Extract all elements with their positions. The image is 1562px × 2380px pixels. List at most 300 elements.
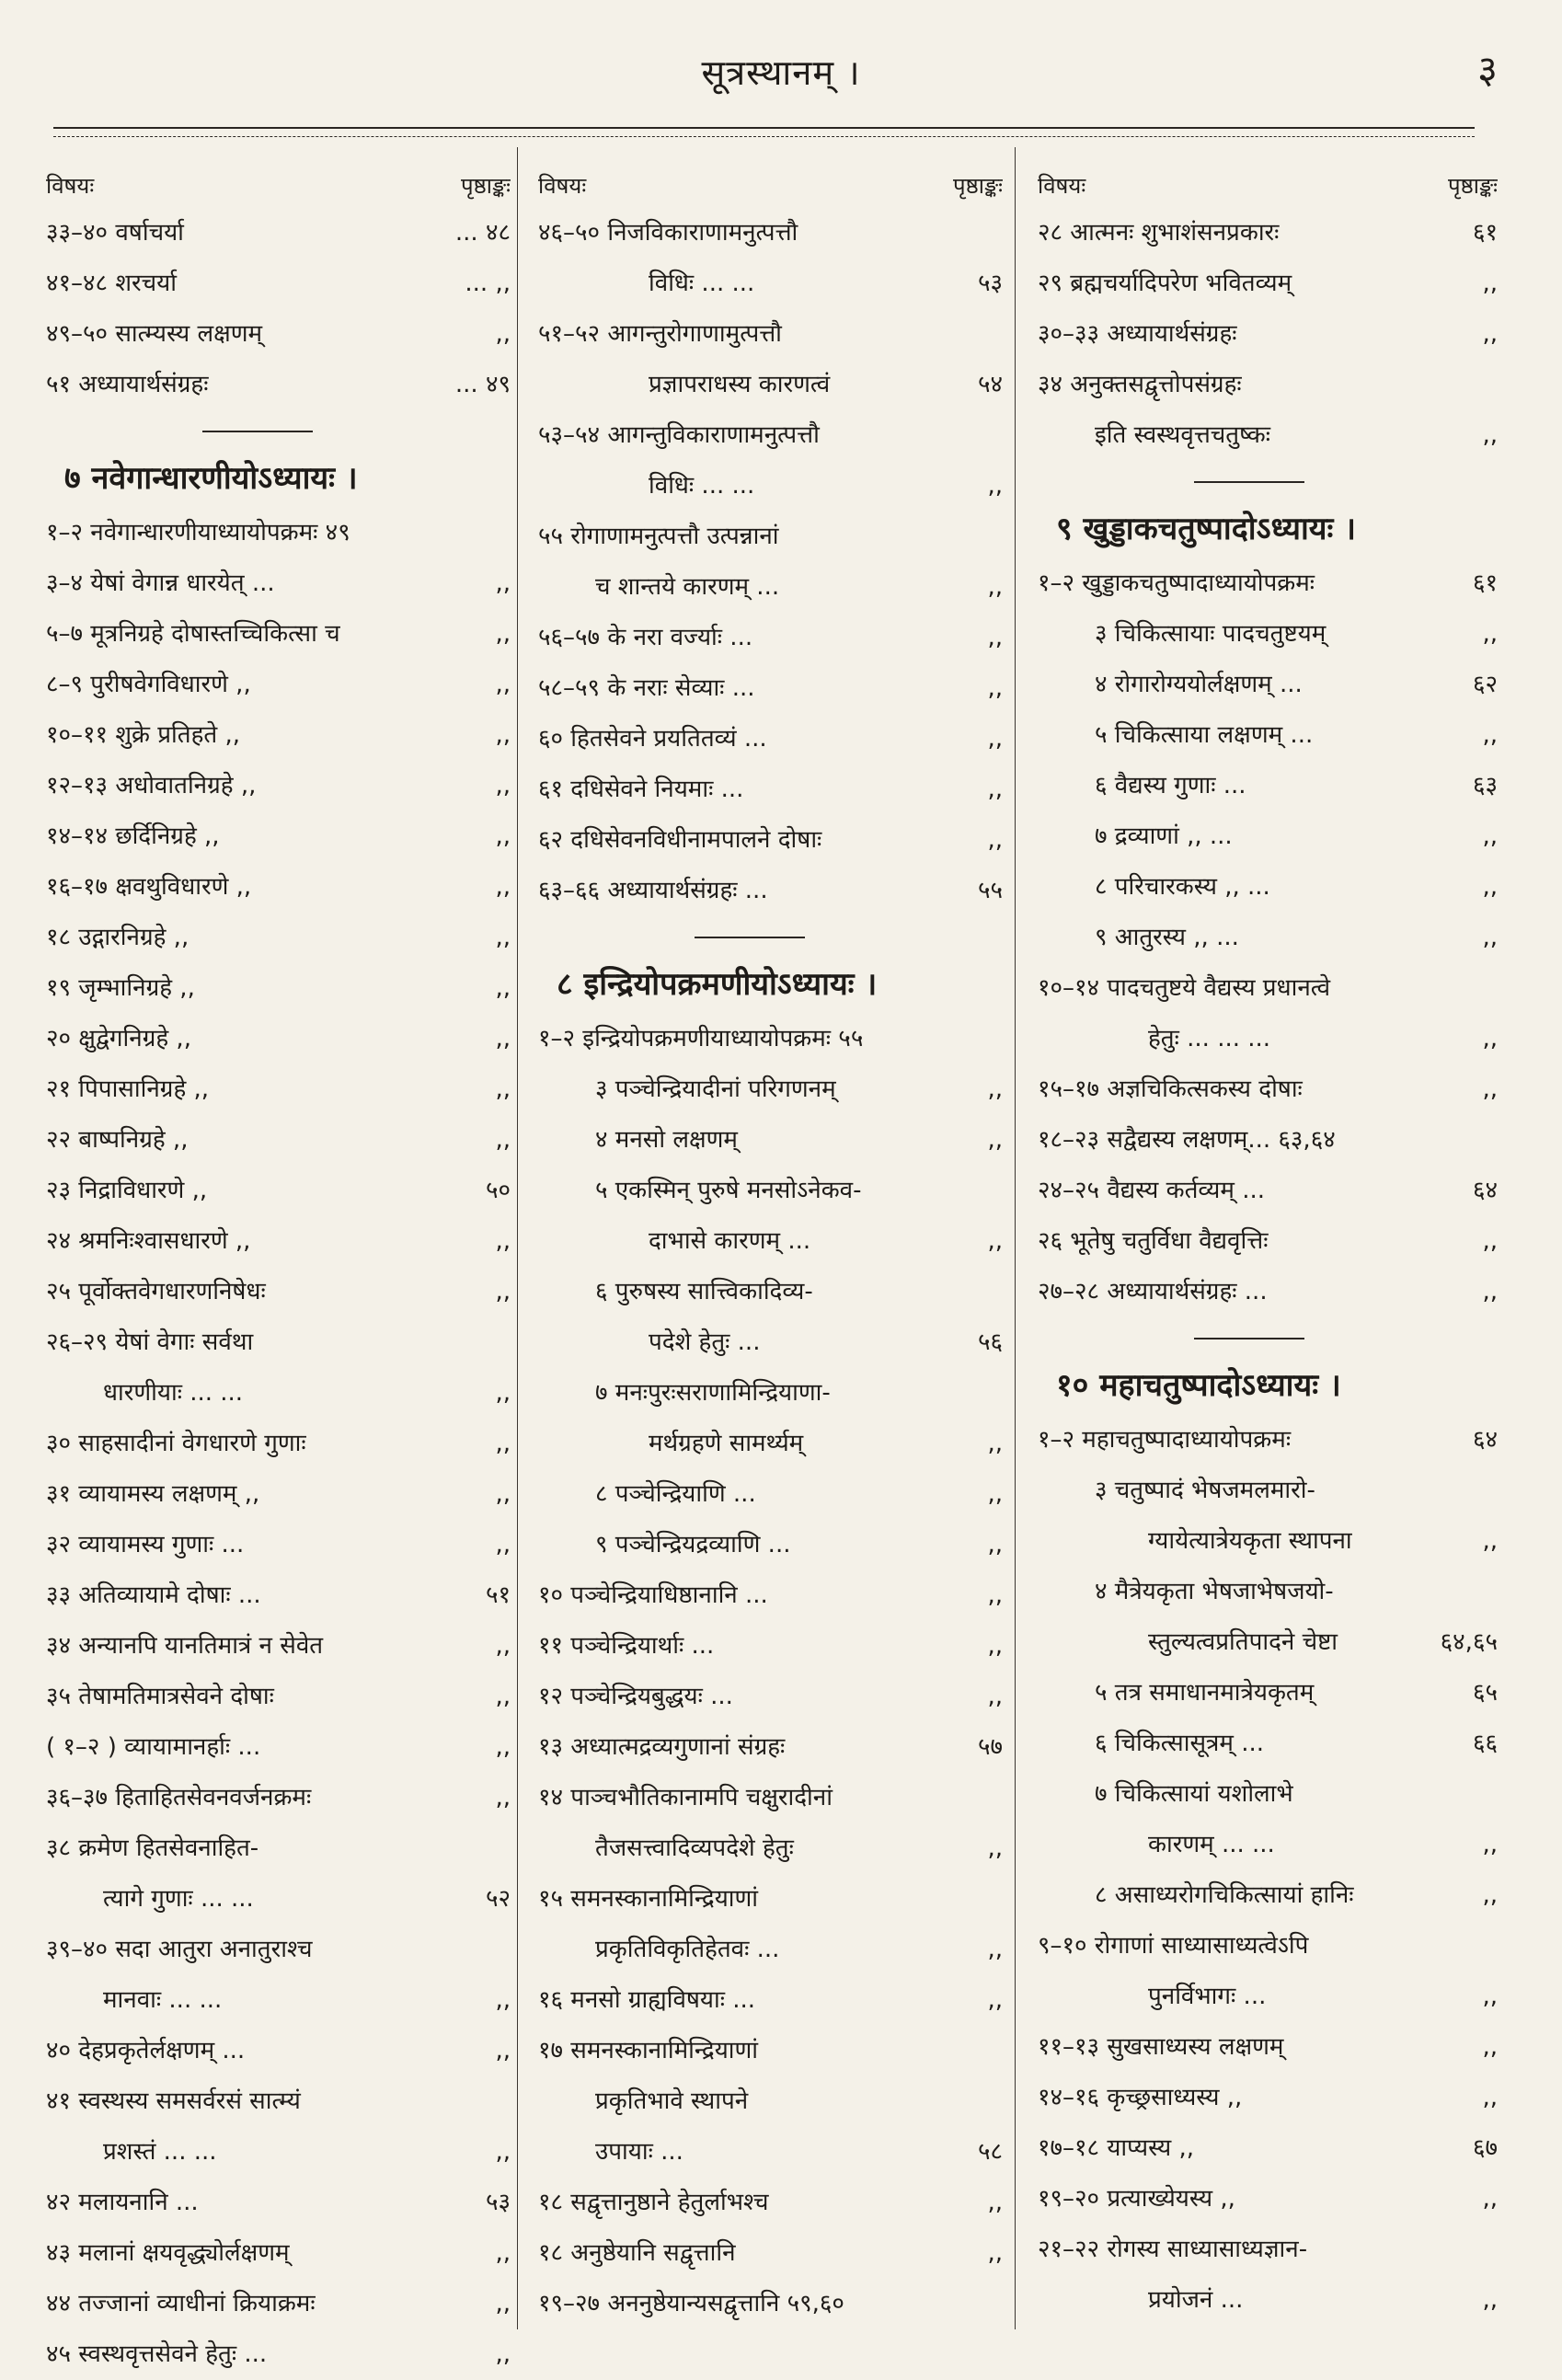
toc-entry-page: ,, <box>1482 2033 1498 2061</box>
toc-entry <box>1038 1617 1498 1668</box>
toc-entry-text: १०–१४ पादचतुष्टये वैद्यस्य प्रधानत्वे <box>1038 974 1331 1002</box>
toc-entry-text: ९ पञ्चेन्द्रियद्रव्याणि ... <box>595 1531 791 1558</box>
toc-entry-page: ,, <box>987 472 1003 500</box>
toc-entry <box>538 2076 1003 2127</box>
toc-entry-text: १–२ महाचतुष्पादाध्यायोपक्रमः <box>1038 1426 1292 1454</box>
toc-entry-page: ,, <box>1482 1227 1498 1255</box>
toc-entry-text: ४१–४८ शरचर्या <box>46 270 177 297</box>
toc-entry <box>1038 1267 1498 1317</box>
toc-entry-page: ,, <box>1482 421 1498 449</box>
toc-entry-page: ६१ <box>1472 569 1498 597</box>
toc-entry <box>1038 1972 1498 2022</box>
toc-entry <box>538 208 1003 259</box>
toc-entry-page: ,, <box>495 320 511 348</box>
toc-entry <box>46 761 511 811</box>
toc-entry-page: ६२ <box>1472 671 1498 698</box>
page-title: सूत्रस्थानम् । <box>701 52 861 93</box>
toc-entry-text: १७ समनस्कानामिन्द्रियाणां <box>538 2037 759 2064</box>
toc-entry-text: १८ उद्गारनिग्रहे ,, <box>46 924 190 951</box>
toc-entry-text: २९ ब्रह्मचर्यादिपरेण भवितव्यम् <box>1038 270 1292 297</box>
toc-entry <box>1038 208 1498 259</box>
toc-entry <box>1038 1516 1498 1567</box>
toc-entry <box>538 1166 1003 1216</box>
toc-entry-page: ,, <box>495 1227 511 1255</box>
toc-entry-text: ७ चिकित्सायां यशोलाभे <box>1095 1780 1293 1808</box>
toc-entry-page: ,, <box>1482 270 1498 297</box>
toc-entry <box>538 512 1003 562</box>
toc-entry-text: १८ अनुष्ठेयानि सद्वृत्तानि <box>538 2239 736 2267</box>
toc-entry-text: ८ परिचारकस्य ,, ... <box>1095 873 1270 901</box>
toc-entry-text: ४ रोगारोग्ययोर्लक्षणम् ... <box>1095 671 1303 698</box>
toc-entry <box>538 1621 1003 1672</box>
toc-entry-text: प्रज्ञापराधस्य कारणत्वं <box>649 371 831 398</box>
toc-entry-page: ,, <box>495 2138 511 2166</box>
toc-entry-text: प्रकृतिभावे स्थापने <box>595 2087 749 2115</box>
toc-entry-text: कारणम् ... ... <box>1148 1831 1275 1858</box>
toc-entry-text: ३२ व्यायामस्य गुणाः ... <box>46 1531 245 1558</box>
toc-entry-text: तैजसत्त्वादिव्यपदेशे हेतुः <box>595 1834 794 1862</box>
toc-entry-text: १४ पाञ्चभौतिकानामपि चक्षुरादीनां <box>538 1784 833 1811</box>
column-divider <box>1015 147 1016 2329</box>
toc-entry <box>1038 2022 1498 2073</box>
toc-entry <box>46 963 511 1014</box>
column-header-page: पृष्ठाङ्कः <box>1447 173 1498 199</box>
toc-entry-page: ५७ <box>977 1733 1003 1761</box>
toc-entry <box>46 2178 511 2228</box>
toc-entry-text: ३३–४० वर्षाचर्या <box>46 219 184 247</box>
toc-entry <box>1038 2174 1498 2225</box>
toc-entry <box>538 663 1003 714</box>
toc-entry <box>1038 410 1498 461</box>
toc-entry-text: ५१ अध्यायार्थसंग्रहः <box>46 371 209 398</box>
toc-entry <box>1038 558 1498 609</box>
toc-entry <box>538 1317 1003 1368</box>
toc-entry-page: ,, <box>987 826 1003 854</box>
toc-entry <box>1038 1115 1498 1166</box>
toc-entry-text: धारणीयाः ... ... <box>103 1379 244 1407</box>
toc-entry <box>1038 609 1498 660</box>
toc-entry-text: १९–२० प्रत्याख्येयस्य ,, <box>1038 2185 1235 2213</box>
toc-entry <box>46 1166 511 1216</box>
toc-entry-text: १०–११ शुक्रे प्रतिहते ,, <box>46 721 241 749</box>
toc-entry <box>1038 710 1498 761</box>
toc-entry-page: ,, <box>1482 1831 1498 1858</box>
toc-entry <box>46 208 511 259</box>
toc-entry <box>46 710 511 761</box>
toc-entry <box>46 1823 511 1874</box>
toc-entry-text: ३० साहसादीनां वेगधारणे गुणाः <box>46 1430 306 1457</box>
toc-entry-page: ६१ <box>1472 219 1498 247</box>
toc-entry <box>538 1874 1003 1925</box>
toc-entry-text: ३४ अनुक्तसद्वृत्तोपसंग्रहः <box>1038 371 1242 398</box>
toc-entry-page: ,, <box>495 924 511 951</box>
toc-entry-page: ,, <box>495 620 511 648</box>
toc-entry-text: २५ पूर्वोक्तवेगधारणनिषेधः <box>46 1278 266 1305</box>
toc-entry-page: ,, <box>1482 1025 1498 1052</box>
toc-entry <box>46 1520 511 1570</box>
toc-entry <box>538 1368 1003 1419</box>
toc-entry-text: ( १–२ ) व्यायामानर्हाः ... <box>46 1733 261 1761</box>
toc-entry-text: ६ चिकित्सासूत्रम् ... <box>1095 1730 1265 1757</box>
page-number: ३ <box>1477 47 1498 92</box>
toc-entry <box>1038 1820 1498 1870</box>
toc-entry-page: ,, <box>1482 620 1498 648</box>
toc-entry-text: हेतुः ... ... ... <box>1148 1025 1271 1052</box>
toc-entry <box>1038 360 1498 410</box>
toc-entry-page: ५२ <box>485 1885 511 1913</box>
toc-entry <box>46 1469 511 1520</box>
toc-entry-text: ६२ दधिसेवनविधीनामपालने दोषाः <box>538 826 822 854</box>
toc-entry <box>1038 1769 1498 1820</box>
toc-entry-text: ११ पञ्चेन्द्रियार्थाः ... <box>538 1632 715 1660</box>
toc-entry <box>1038 963 1498 1014</box>
toc-entry <box>538 2026 1003 2076</box>
toc-entry <box>46 360 511 410</box>
toc-entry <box>538 765 1003 815</box>
toc-entry-page: ,, <box>987 2239 1003 2267</box>
toc-entry-page: ,, <box>987 1986 1003 2014</box>
toc-entry <box>538 1419 1003 1469</box>
toc-entry-text: ८–९ पुरीषवेगविधारणे ,, <box>46 671 251 698</box>
toc-entry-page: ,, <box>495 974 511 1002</box>
column-header-subject: विषयः <box>46 173 95 199</box>
toc-entry-text: १८ सद्वृत्तानुष्ठाने हेतुर्लाभश्च <box>538 2189 769 2216</box>
toc-entry-page: ,, <box>987 674 1003 702</box>
toc-entry-text: इति स्वस्थवृत्तचतुष्कः <box>1095 421 1270 449</box>
toc-entry-page: ... ,, <box>465 270 511 297</box>
toc-entry-page: ५८ <box>977 2138 1003 2166</box>
toc-entry <box>46 1368 511 1419</box>
toc-entry <box>46 1925 511 1975</box>
toc-entry-text: २१ पिपासानिग्रहे ,, <box>46 1075 210 1103</box>
toc-entry-page: ,, <box>987 776 1003 803</box>
toc-entry <box>46 1064 511 1115</box>
toc-entry <box>1038 1567 1498 1617</box>
chapter-heading: ७ नवेगान्धारणीयोऽध्यायः । <box>64 460 358 497</box>
toc-entry-text: त्यागे गुणाः ... ... <box>103 1885 254 1913</box>
toc-entry <box>538 360 1003 410</box>
toc-entry-text: ५१–५२ आगन्तुरोगाणामुत्पत्तौ <box>538 320 782 348</box>
toc-entry-page: ,, <box>495 1430 511 1457</box>
toc-entry-page: ,, <box>987 1227 1003 1255</box>
toc-entry-page: ६४ <box>1472 1177 1498 1204</box>
toc-entry <box>46 1722 511 1773</box>
toc-column-3 <box>1038 164 1498 2337</box>
toc-entry-text: ११–१३ सुखसाध्यस्य लक्षणम् <box>1038 2033 1284 2061</box>
toc-entry <box>1038 2123 1498 2174</box>
toc-entry-text: २८ आत्मनः शुभाशंसनप्रकारः <box>1038 219 1280 247</box>
column-header-page: पृष्ठाङ्कः <box>952 173 1003 199</box>
toc-entry-page: ,, <box>1482 2286 1498 2314</box>
toc-entry-page: ,, <box>495 1531 511 1558</box>
section-separator <box>1038 1317 1498 1356</box>
column-header <box>46 164 511 208</box>
toc-entry <box>538 2228 1003 2279</box>
toc-entry <box>538 562 1003 613</box>
toc-entry-text: स्तुल्यत्वप्रतिपादने चेष्टा <box>1148 1628 1338 1656</box>
toc-entry-page: ६७ <box>1472 2134 1498 2162</box>
toc-entry-text: मानवाः ... ... <box>103 1986 223 2014</box>
toc-entry-text: विधिः ... ... <box>649 270 755 297</box>
toc-entry-page: ... ४९ <box>454 371 511 398</box>
toc-entry-text: ग्यायेत्यात्रेयकृता स्थापना <box>1148 1527 1352 1555</box>
toc-entry-page: ५३ <box>485 2189 511 2216</box>
toc-entry <box>538 1216 1003 1267</box>
toc-entry-text: दाभासे कारणम् ... <box>649 1227 811 1255</box>
toc-entry <box>1038 1719 1498 1769</box>
toc-entry-text: ५–७ मूत्रनिग्रहे दोषास्तच्चिकित्सा च <box>46 620 340 648</box>
toc-entry <box>46 811 511 862</box>
toc-entry-page: ,, <box>987 1075 1003 1103</box>
toc-entry-text: ३ चतुष्पादं भेषजमलमारो- <box>1095 1477 1315 1504</box>
toc-entry-page: ५६ <box>977 1328 1003 1356</box>
toc-entry <box>538 1823 1003 1874</box>
toc-entry-text: ३९–४० सदा आतुरा अनातुराश्च <box>46 1936 313 1963</box>
toc-entry-page: ,, <box>495 1126 511 1154</box>
toc-entry-page: ६४,६५ <box>1440 1628 1498 1656</box>
toc-entry <box>46 1419 511 1469</box>
toc-entry-text: १० पञ्चेन्द्रियाधिष्ठानानि ... <box>538 1581 768 1609</box>
toc-entry-text: ४३ मलानां क्षयवृद्ध्योर्लक्षणम् <box>46 2239 290 2267</box>
toc-entry <box>538 866 1003 916</box>
toc-entry-page: ,, <box>495 1278 511 1305</box>
toc-column-1 <box>46 164 511 2368</box>
toc-entry-text: ७ मनःपुरःसराणामिन्द्रियाणा- <box>595 1379 831 1407</box>
toc-entry <box>1038 913 1498 963</box>
toc-entry-text: १३ अध्यात्मद्रव्यगुणानां संग्रहः <box>538 1733 786 1761</box>
toc-entry-text: ५ एकस्मिन् पुरुषे मनसोऽनेकव- <box>595 1177 862 1204</box>
toc-entry-page: ,, <box>987 1480 1003 1508</box>
toc-entry-page: ,, <box>1482 721 1498 749</box>
toc-entry-text: २१–२२ रोगस्य साध्यासाध्यज्ञान- <box>1038 2236 1308 2263</box>
toc-entry-page: ,, <box>987 1936 1003 1963</box>
toc-entry-text: ६ वैद्यस्य गुणाः ... <box>1095 772 1246 799</box>
toc-entry <box>46 1672 511 1722</box>
toc-entry <box>1038 1870 1498 1921</box>
toc-entry <box>46 1874 511 1925</box>
toc-entry <box>46 1317 511 1368</box>
toc-entry <box>538 1267 1003 1317</box>
toc-entry-page: ,, <box>495 873 511 901</box>
toc-entry-text: ३३ अतिव्यायामे दोषाः ... <box>46 1581 261 1609</box>
toc-entry <box>46 558 511 609</box>
toc-entry-text: १७–१८ याप्यस्य ,, <box>1038 2134 1195 2162</box>
toc-entry-page: ५५ <box>977 877 1003 904</box>
toc-entry <box>538 1773 1003 1823</box>
toc-entry-text: २७–२८ अध्यायार्थसंग्रहः ... <box>1038 1278 1268 1305</box>
toc-entry <box>46 1014 511 1064</box>
toc-entry-page: ,, <box>987 1430 1003 1457</box>
toc-entry <box>46 2228 511 2279</box>
toc-entry-text: च शान्तये कारणम् ... <box>595 573 780 601</box>
toc-entry-page: ,, <box>495 671 511 698</box>
toc-entry-text: ४९–५० सात्म्यस्य लक्षणम् <box>46 320 263 348</box>
toc-entry-text: ५८–५९ के नराः सेव्याः ... <box>538 674 755 702</box>
toc-entry-text: ५५ रोगाणामनुत्पत्तौ उत्पन्नानां <box>538 523 779 550</box>
toc-entry <box>46 309 511 360</box>
toc-entry-page: ,, <box>495 1025 511 1052</box>
toc-entry-text: ९ आतुरस्य ,, ... <box>1095 924 1239 951</box>
header-rule-dashed <box>53 136 1475 137</box>
toc-entry <box>538 1520 1003 1570</box>
toc-entry-text: मर्थग्रहणे सामर्थ्यम् <box>649 1430 804 1457</box>
toc-entry-text: २६–२९ येषां वेगाः सर्वथा <box>46 1328 254 1356</box>
toc-entry-page: ५१ <box>485 1581 511 1609</box>
toc-entry-text: १९–२७ अननुष्ठेयान्यसद्वृत्तानि ५९,६० <box>538 2290 844 2317</box>
toc-entry-page: ,, <box>987 1632 1003 1660</box>
toc-entry-text: १२ पञ्चेन्द्रियबुद्धयः ... <box>538 1683 733 1710</box>
toc-entry-page: ,, <box>987 1581 1003 1609</box>
toc-entry-text: ४० देहप्रकृतेर्लक्षणम् ... <box>46 2037 246 2064</box>
toc-entry <box>1038 1216 1498 1267</box>
toc-entry-page: ,, <box>495 1379 511 1407</box>
toc-entry-text: प्रशस्तं ... ... <box>103 2138 217 2166</box>
toc-entry-text: २३ निद्राविधारणे ,, <box>46 1177 208 1204</box>
toc-entry-page: ,, <box>495 1784 511 1811</box>
toc-entry-text: १–२ खुड्डाकचतुष्पादाध्यायोपक्रमः <box>1038 569 1315 597</box>
toc-entry-text: २४ श्रमनिःश्वासधारणे ,, <box>46 1227 251 1255</box>
toc-entry-page: ,, <box>987 1834 1003 1862</box>
toc-entry-page: ,, <box>987 725 1003 753</box>
toc-entry-page: ,, <box>1482 2084 1498 2111</box>
toc-entry-page: ,, <box>987 2189 1003 2216</box>
toc-entry <box>1038 259 1498 309</box>
toc-entry-page: ,, <box>1482 1881 1498 1909</box>
toc-entry-text: ६० हितसेवने प्रयतितव्यं ... <box>538 725 767 753</box>
toc-entry-text: ८ पञ्चेन्द्रियाणि ... <box>595 1480 756 1508</box>
toc-entry-text: पुनर्विभागः ... <box>1148 1983 1267 2010</box>
toc-entry-page: ५४ <box>977 371 1003 398</box>
chapter-heading: १० महाचतुष्पादोऽध्यायः । <box>1056 1367 1341 1404</box>
toc-entry <box>538 2127 1003 2178</box>
toc-entry-text: विधिः ... ... <box>649 472 755 500</box>
toc-entry-page: ,, <box>495 721 511 749</box>
toc-entry-text: २२ बाष्पनिग्रहे ,, <box>46 1126 189 1154</box>
toc-entry-page: ,, <box>495 1683 511 1710</box>
section-separator <box>538 916 1003 955</box>
toc-entry <box>46 862 511 913</box>
toc-entry-page: ,, <box>495 1632 511 1660</box>
toc-entry-page: ,, <box>1482 1527 1498 1555</box>
toc-entry-page: ५३ <box>977 270 1003 297</box>
toc-entry <box>1038 761 1498 811</box>
toc-entry-text: ४ मैत्रेयकृता भेषजाभेषजयो- <box>1095 1578 1334 1605</box>
toc-entry-text: ४ मनसो लक्षणम् <box>595 1126 738 1154</box>
toc-entry-text: ३६–३७ हिताहितसेवनवर्जनक्रमः <box>46 1784 312 1811</box>
toc-entry-text: प्रयोजनं ... <box>1148 2286 1244 2314</box>
toc-entry-page: ,, <box>1482 822 1498 850</box>
section-separator <box>46 410 511 449</box>
toc-entry <box>1038 2073 1498 2123</box>
toc-entry-page: ,, <box>987 1683 1003 1710</box>
toc-entry <box>1038 2275 1498 2326</box>
toc-entry <box>46 1975 511 2026</box>
toc-entry-page: ,, <box>495 2290 511 2317</box>
toc-entry <box>46 2026 511 2076</box>
column-divider <box>517 147 518 2329</box>
toc-entry-text: ४६–५० निजविकाराणामनुत्पत्तौ <box>538 219 798 247</box>
toc-entry-text: ३ चिकित्सायाः पादचतुष्टयम् <box>1095 620 1327 648</box>
toc-entry-page: ,, <box>1482 873 1498 901</box>
toc-entry <box>46 259 511 309</box>
toc-entry-text: ६१ दधिसेवने नियमाः ... <box>538 776 744 803</box>
toc-entry-text: १–२ नवेगान्धारणीयाध्यायोपक्रमः ४९ <box>46 519 350 546</box>
toc-entry-page: ,, <box>1482 1278 1498 1305</box>
toc-entry <box>46 2127 511 2178</box>
toc-entry <box>538 613 1003 663</box>
toc-entry <box>1038 1921 1498 1972</box>
toc-entry-text: १६ मनसो ग्राह्यविषयाः ... <box>538 1986 756 2014</box>
toc-entry-text: १५ समनस्कानामिन्द्रियाणां <box>538 1885 759 1913</box>
toc-entry-page: ६४ <box>1472 1426 1498 1454</box>
toc-entry <box>46 1621 511 1672</box>
toc-entry-page: ,, <box>495 569 511 597</box>
toc-entry <box>46 913 511 963</box>
toc-entry <box>538 309 1003 360</box>
toc-entry-page: ,, <box>987 1531 1003 1558</box>
toc-entry-page: ,, <box>987 573 1003 601</box>
toc-entry <box>538 1014 1003 1064</box>
toc-entry-page: ,, <box>987 624 1003 651</box>
toc-entry <box>1038 1668 1498 1719</box>
toc-entry <box>46 1115 511 1166</box>
toc-entry <box>538 2178 1003 2228</box>
toc-entry-page: ,, <box>1482 320 1498 348</box>
toc-entry <box>538 815 1003 866</box>
toc-entry-text: २४–२५ वैद्यस्य कर्तव्यम् ... <box>1038 1177 1266 1204</box>
toc-entry <box>46 1570 511 1621</box>
toc-entry-page: ,, <box>495 1480 511 1508</box>
chapter-heading: ९ खुड्डाकचतुष्पादोऽध्यायः । <box>1056 511 1357 547</box>
toc-entry-text: १–२ इन्द्रियोपक्रमणीयाध्यायोपक्रमः ५५ <box>538 1025 864 1052</box>
toc-entry-page: ... ४८ <box>454 219 511 247</box>
toc-entry <box>1038 1014 1498 1064</box>
toc-entry-text: २६ भूतेषु चतुर्विधा वैद्यवृत्तिः <box>1038 1227 1269 1255</box>
toc-entry <box>538 1975 1003 2026</box>
header-rule <box>53 127 1475 129</box>
toc-entry <box>1038 811 1498 862</box>
toc-entry-text: ४४ तज्जानां व्याधीनां क्रियाक्रमः <box>46 2290 316 2317</box>
toc-entry <box>1038 309 1498 360</box>
toc-entry-text: ४५ स्वस्थवृत्तसेवने हेतुः ... <box>46 2340 268 2368</box>
toc-entry-text: ३८ क्रमेण हितसेवनाहित- <box>46 1834 259 1862</box>
toc-entry-text: ४२ मलायनानि ... <box>46 2189 199 2216</box>
toc-entry-page: ,, <box>1482 1983 1498 2010</box>
toc-entry-text: प्रकृतिविकृतिहेतवः ... <box>595 1936 780 1963</box>
toc-entry <box>538 714 1003 765</box>
toc-entry-page: ,, <box>495 1733 511 1761</box>
toc-entry <box>46 1267 511 1317</box>
toc-entry-page: ,, <box>987 1126 1003 1154</box>
toc-entry <box>1038 1466 1498 1516</box>
toc-entry-text: १४–१४ छर्दिनिग्रहे ,, <box>46 822 220 850</box>
toc-entry-text: ६ पुरुषस्य सात्त्विकादिव्य- <box>595 1278 813 1305</box>
toc-entry-text: ३ पञ्चेन्द्रियादीनां परिगणनम् <box>595 1075 836 1103</box>
toc-entry-text: १८–२३ सद्वैद्यस्य लक्षणम्... ६३,६४ <box>1038 1126 1336 1154</box>
toc-entry <box>538 1469 1003 1520</box>
toc-entry-page: ,, <box>495 772 511 799</box>
toc-entry-text: ३५ तेषामतिमात्रसेवने दोषाः <box>46 1683 274 1710</box>
toc-entry <box>46 508 511 558</box>
column-header <box>538 164 1003 208</box>
toc-entry-page: ,, <box>495 822 511 850</box>
toc-entry-page: ६३ <box>1472 772 1498 799</box>
toc-entry <box>538 1722 1003 1773</box>
toc-entry-text: ५ तत्र समाधानमात्रेयकृतम् <box>1095 1679 1315 1707</box>
section-separator <box>1038 461 1498 500</box>
toc-entry-text: १४–१६ कृच्छ्रसाध्यस्य ,, <box>1038 2084 1243 2111</box>
toc-entry-text: ५ चिकित्साया लक्षणम् ... <box>1095 721 1314 749</box>
